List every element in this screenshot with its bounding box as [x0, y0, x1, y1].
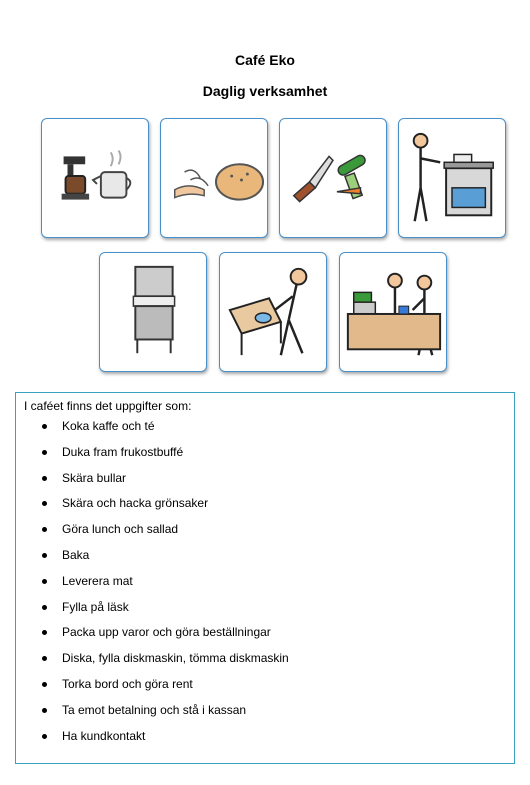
- dishwasher-icon: [100, 253, 206, 371]
- bread-baking-icon: [161, 119, 267, 237]
- page-title: Café Eko: [235, 52, 295, 68]
- list-item: Ha kundkontakt: [62, 727, 289, 753]
- page-subtitle: Daglig verksamhet: [202, 83, 328, 99]
- list-item: Skära bullar: [62, 469, 289, 495]
- pictogram-card-cleaning: [219, 252, 327, 372]
- knife-and-vegetables-icon: [280, 119, 386, 237]
- person-wiping-table-icon: [220, 253, 326, 371]
- task-list: [16, 417, 289, 752]
- pictogram-card-dishwasher: [99, 252, 207, 372]
- list-item: Göra lunch och sallad: [62, 520, 289, 546]
- list-item: Torka bord och göra rent: [62, 675, 289, 701]
- pictogram-card-coffee: [41, 118, 149, 238]
- pictogram-card-baking: [160, 118, 268, 238]
- task-list-box: [15, 392, 515, 764]
- list-item: Skära och hacka grönsaker: [62, 494, 289, 520]
- list-item: Koka kaffe och té: [62, 417, 289, 443]
- list-item: Leverera mat: [62, 572, 289, 598]
- task-list-intro: I caféet finns det uppgifter som:: [24, 399, 192, 413]
- list-item: Diska, fylla diskmaskin, tömma diskmaskin: [62, 649, 289, 675]
- list-item: Baka: [62, 546, 289, 572]
- list-item: Ta emot betalning och stå i kassan: [62, 701, 289, 727]
- cash-register-checkout-icon: [340, 253, 446, 371]
- list-item: Packa upp varor och göra beställningar: [62, 623, 289, 649]
- person-cooking-at-stove-icon: [399, 119, 505, 237]
- coffee-maker-and-kettle-icon: [42, 119, 148, 237]
- pictogram-card-checkout: [339, 252, 447, 372]
- pictogram-card-cooking: [398, 118, 506, 238]
- list-item: Duka fram frukostbuffé: [62, 443, 289, 469]
- pictogram-card-vegetables: [279, 118, 387, 238]
- list-item: Fylla på läsk: [62, 598, 289, 624]
